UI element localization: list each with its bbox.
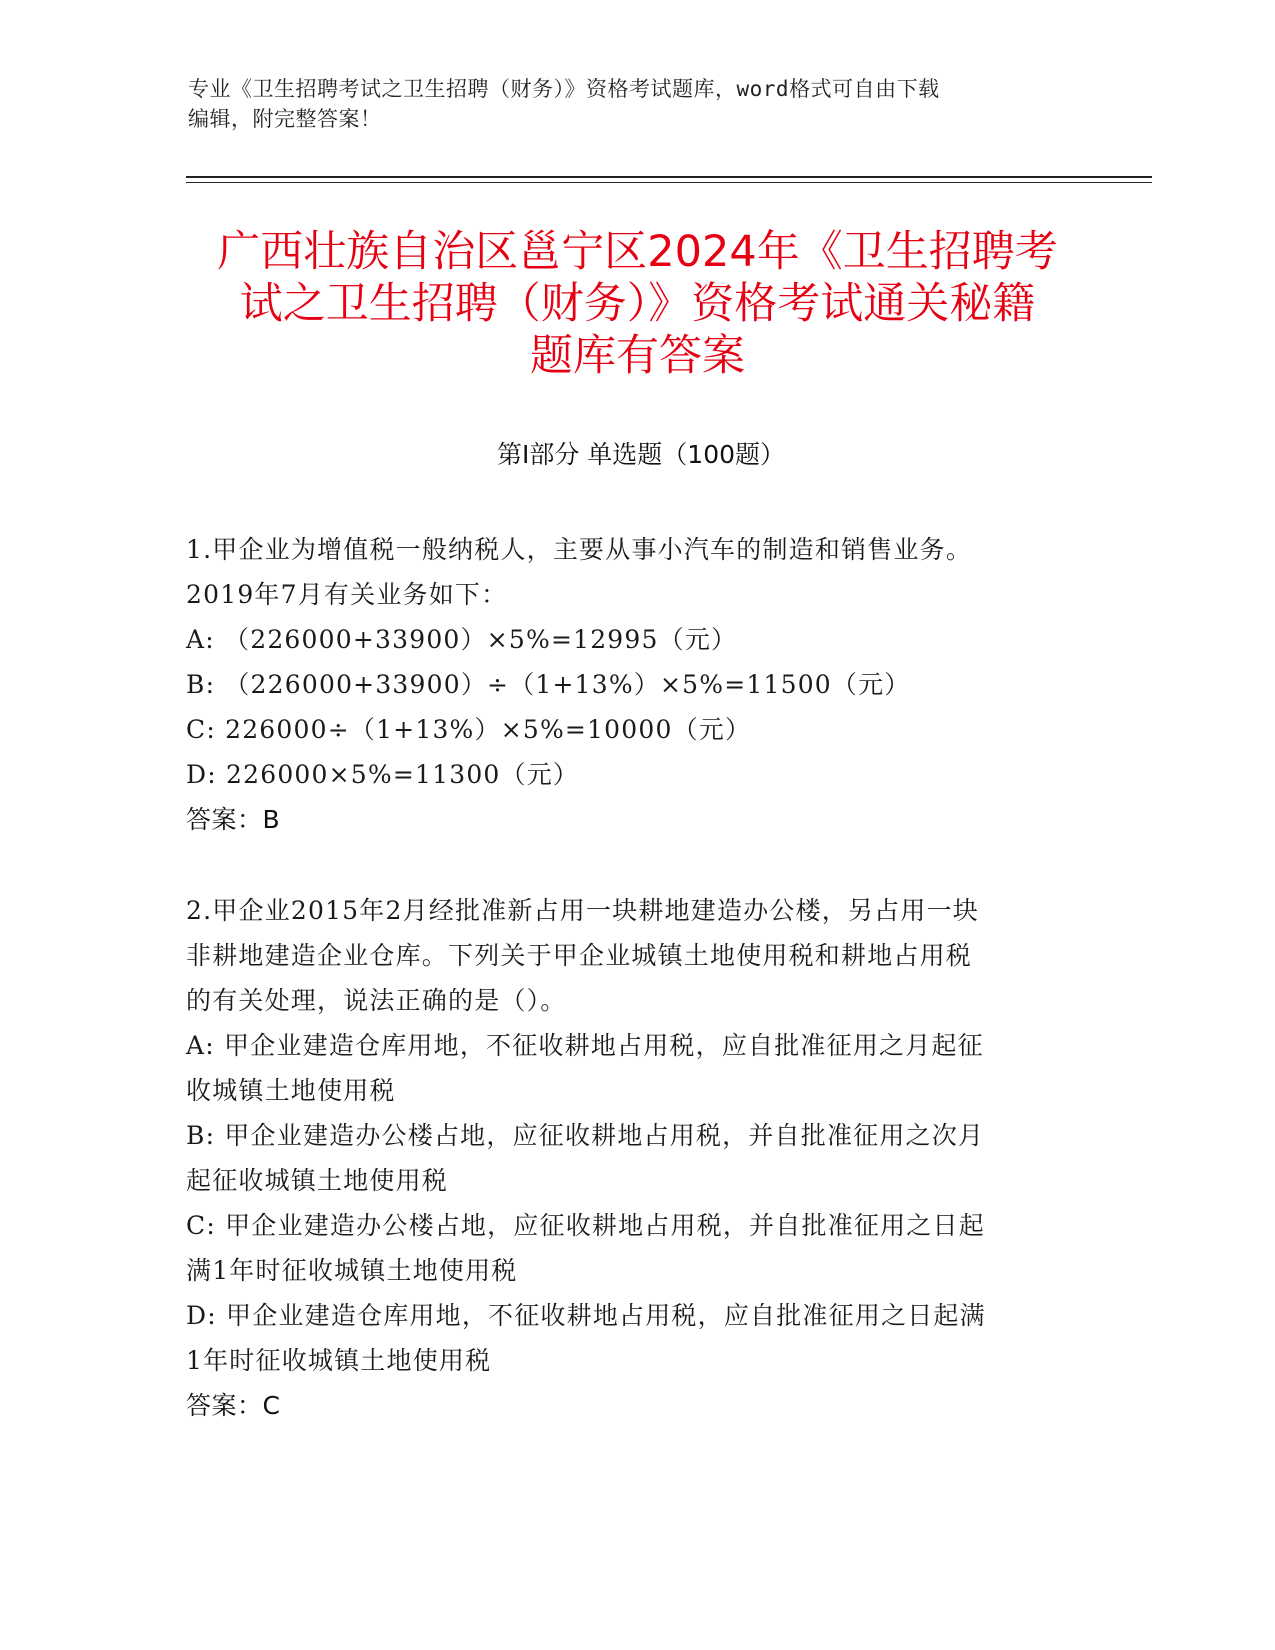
header-note-line: 编辑，附完整答案！ [188, 107, 382, 131]
header-divider [186, 182, 1152, 183]
option-d: D: 226000×5%=11300（元） [186, 760, 580, 789]
title-line: 广西壮族自治区邕宁区2024年《卫生招聘考 [217, 227, 1058, 277]
question-stem: 的有关处理，说法正确的是（）。 [186, 986, 567, 1015]
option-b: B: （226000+33900）÷（1+13%）×5%=11500（元） [186, 670, 911, 699]
document-title [170, 226, 1105, 382]
answer: 答案：C [186, 1391, 281, 1420]
option-b: B: 甲企业建造办公楼占地，应征收耕地占用税，并自批准征用之次月 [186, 1121, 985, 1150]
option-d: D: 甲企业建造仓库用地，不征收耕地占用税，应自批准征用之日起满 [186, 1301, 986, 1330]
section-title: 第Ⅰ部分 单选题（100题） [496, 440, 786, 469]
option-c-cont: 满1年时征收城镇土地使用税 [186, 1256, 518, 1285]
question-stem: 2.甲企业2015年2月经批准新占用一块耕地建造办公楼，另占用一块 [186, 896, 979, 925]
question-stem: 2019年7月有关业务如下： [186, 580, 508, 609]
option-a: A: 甲企业建造仓库用地，不征收耕地占用税，应自批准征用之月起征 [186, 1031, 984, 1060]
question-stem: 非耕地建造企业仓库。下列关于甲企业城镇土地使用税和耕地占用税 [186, 941, 973, 970]
option-b-cont: 起征收城镇土地使用税 [186, 1166, 449, 1195]
option-d-cont: 1年时征收城镇土地使用税 [186, 1346, 492, 1375]
header-note-line: 专业《卫生招聘考试之卫生招聘（财务）》资格考试题库，word格式可自由下载 [188, 77, 940, 101]
option-c: C: 226000÷（1+13%）×5%=10000（元） [186, 715, 752, 744]
option-a: A: （226000+33900）×5%=12995（元） [186, 625, 738, 654]
option-c: C: 甲企业建造办公楼占地，应征收耕地占用税，并自批准征用之日起 [186, 1211, 985, 1240]
question-1 [186, 527, 1086, 842]
header-note [188, 74, 1088, 134]
answer: 答案：B [186, 805, 281, 834]
question-2 [186, 888, 1086, 1428]
title-line: 题库有答案 [530, 331, 745, 381]
header-divider [186, 176, 1152, 178]
title-line: 试之卫生招聘（财务）》资格考试通关秘籍 [239, 279, 1036, 329]
question-stem: 1.甲企业为增值税一般纳税人，主要从事小汽车的制造和销售业务。 [186, 535, 973, 564]
option-a-cont: 收城镇土地使用税 [186, 1076, 396, 1105]
